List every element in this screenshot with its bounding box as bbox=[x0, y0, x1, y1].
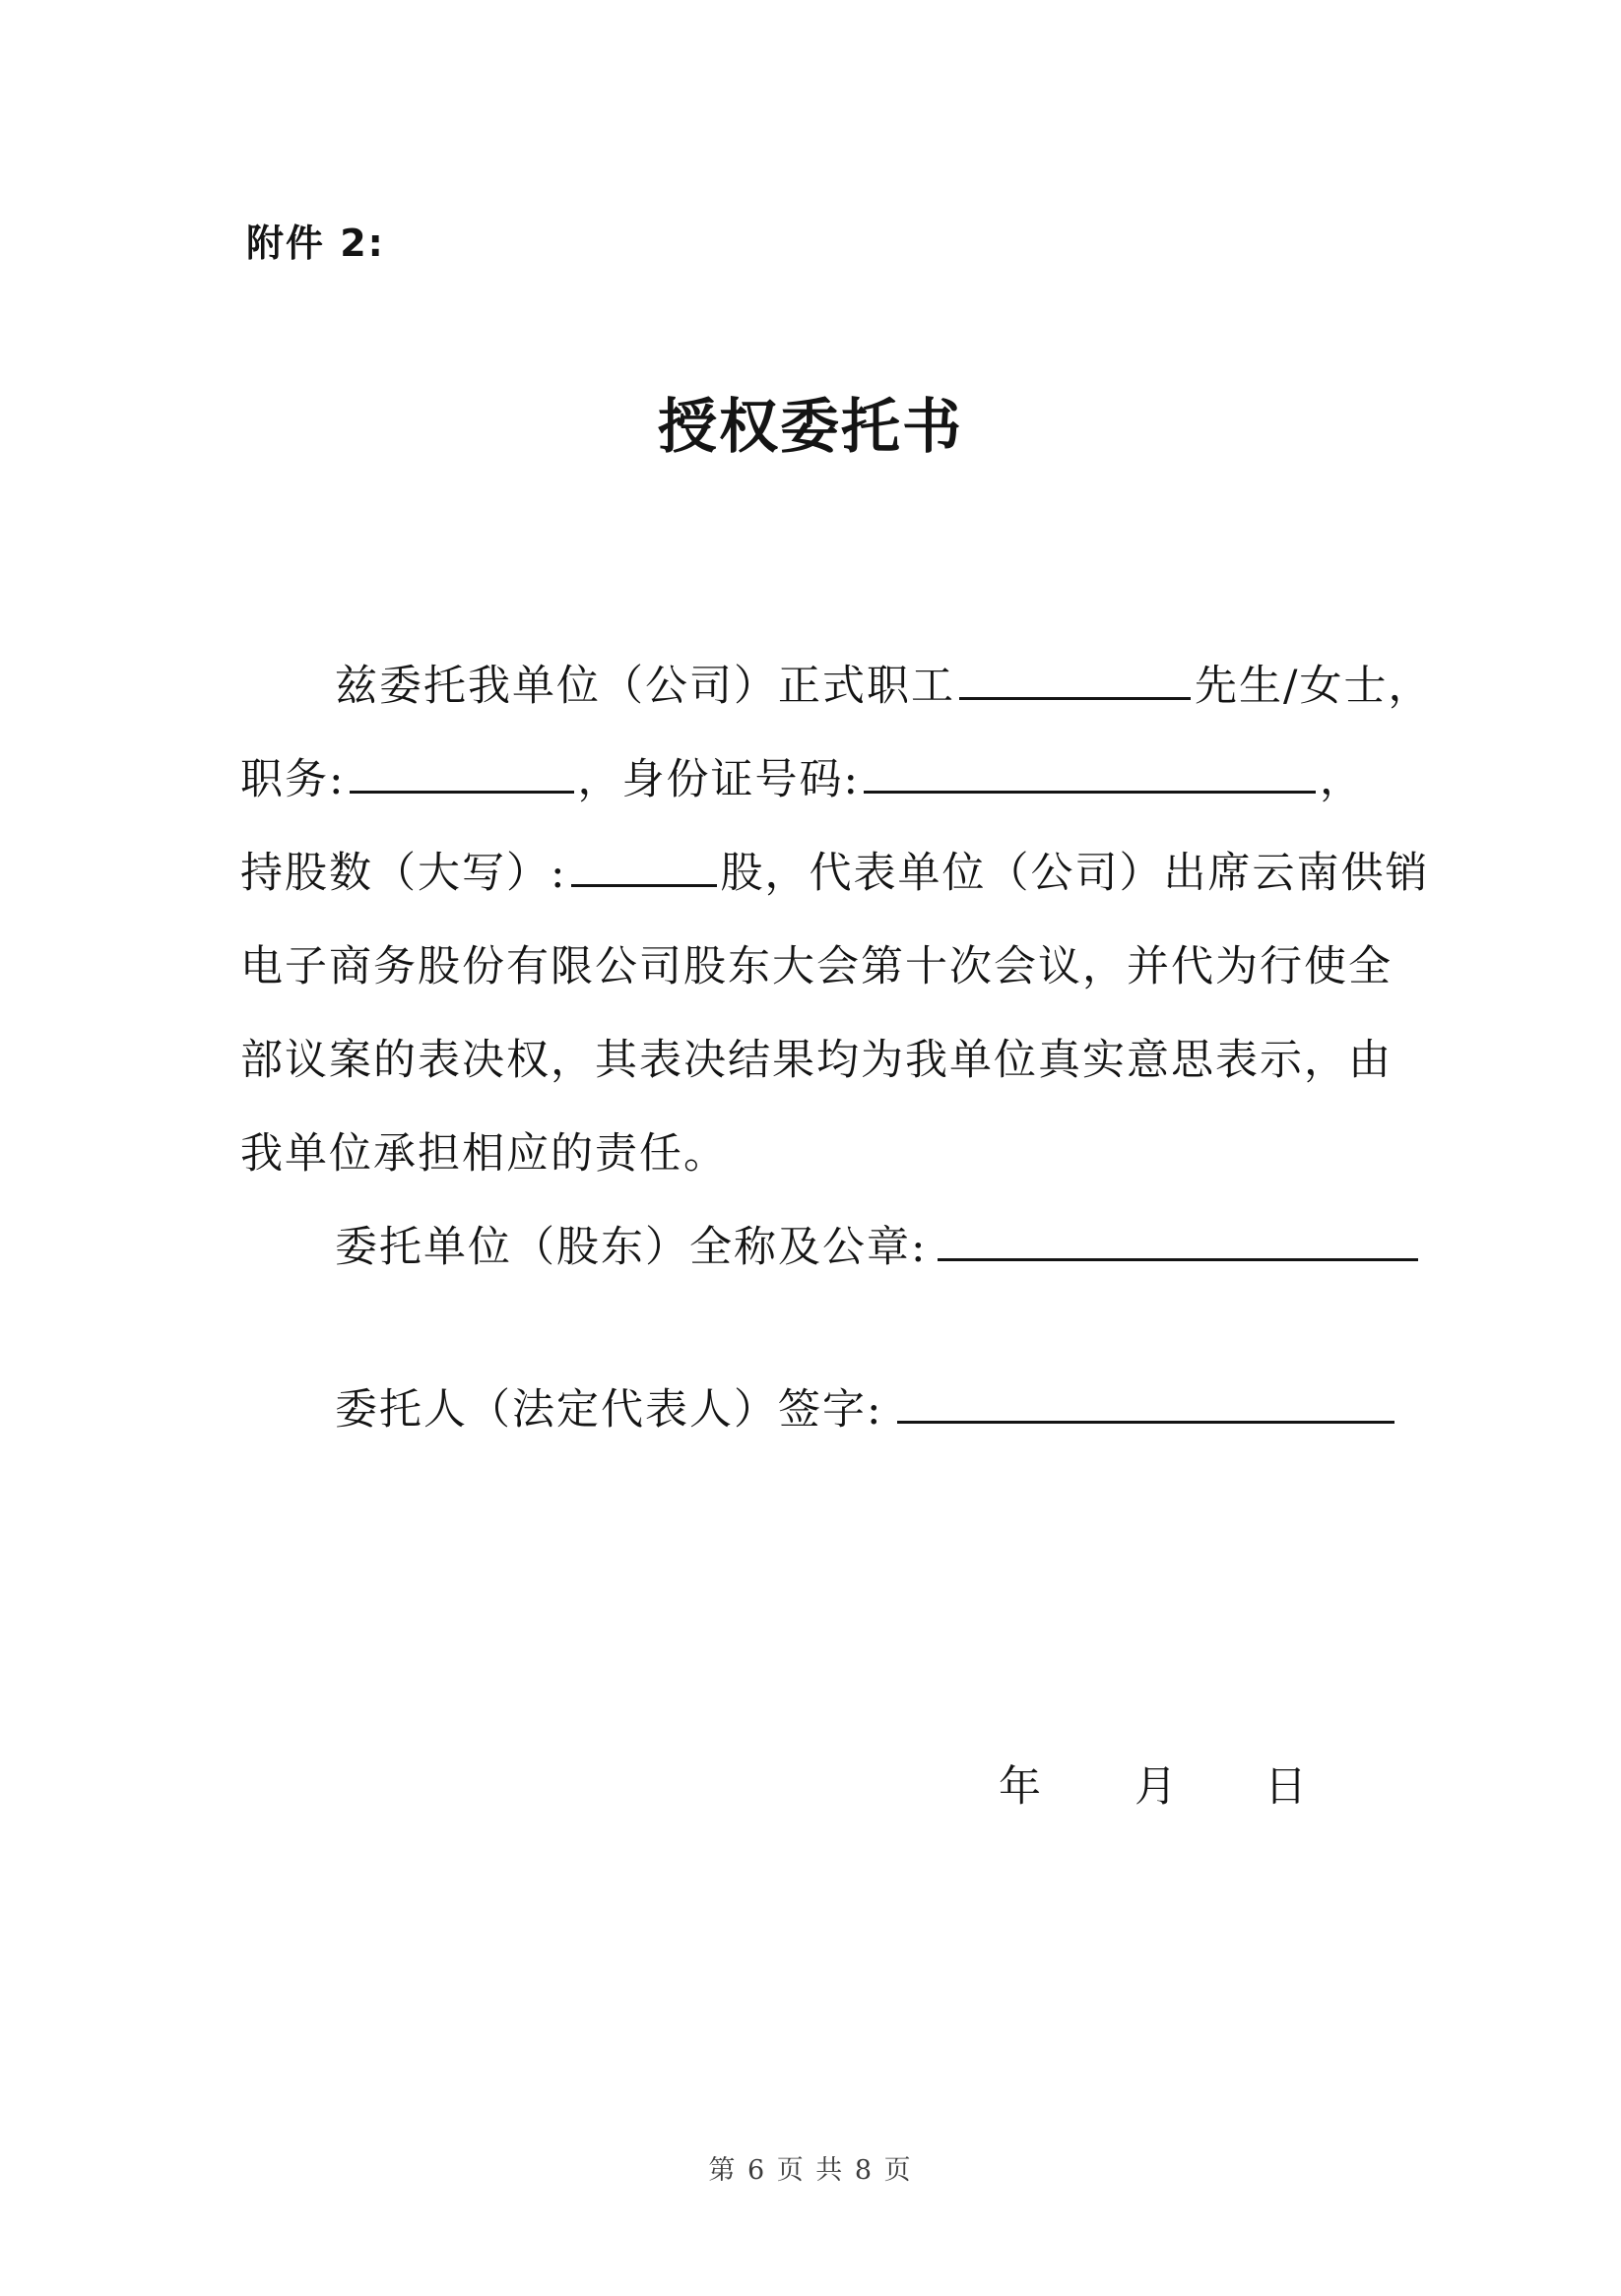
entrusting-unit-label: 委托单位（股东）全称及公章: bbox=[335, 1223, 928, 1272]
date-month-label: 月 bbox=[1135, 1762, 1177, 1812]
blank-signature bbox=[897, 1409, 1394, 1424]
blank-unit-name-seal bbox=[938, 1246, 1418, 1261]
principal-signature-line bbox=[240, 1364, 1422, 1457]
attachment-label: 附件 2: bbox=[246, 222, 385, 265]
blank-employee-name bbox=[959, 685, 1191, 700]
line4-text: 电子商务股份有限公司股东大会第十次会议，并代为行使全 bbox=[240, 942, 1393, 991]
paragraph-line-6 bbox=[240, 1108, 1422, 1201]
date-line bbox=[0, 1741, 1621, 1834]
date-year-label: 年 bbox=[999, 1762, 1041, 1812]
paragraph-line-4 bbox=[240, 921, 1422, 1014]
line1-text: 兹委托我单位（公司）正式职工 bbox=[335, 662, 955, 711]
line3-label: 持股数（大写）: bbox=[240, 849, 567, 898]
blank-id-number bbox=[864, 779, 1316, 794]
line1-suffix: 先生/女士， bbox=[1195, 662, 1433, 711]
document-body bbox=[240, 640, 1433, 1457]
page-footer: 第 6 页 共 8 页 bbox=[708, 2155, 913, 2186]
line5-text: 部议案的表决权，其表决结果均为我单位真实意思表示，由 bbox=[240, 1036, 1393, 1085]
paragraph-line-5 bbox=[240, 1014, 1422, 1108]
document-title: 授权委托书 bbox=[658, 393, 963, 462]
paragraph-line-2 bbox=[240, 733, 1422, 827]
line6-text: 我单位承担相应的责任。 bbox=[240, 1129, 728, 1179]
line2-mid: ，身份证号码: bbox=[577, 755, 860, 804]
line2-suffix: ， bbox=[1320, 755, 1364, 804]
blank-position bbox=[350, 779, 574, 794]
principal-signature-label: 委托人（法定代表人）签字: bbox=[335, 1385, 883, 1435]
paragraph-line-3 bbox=[240, 827, 1430, 921]
entrusting-unit-line bbox=[240, 1201, 1422, 1295]
line3-suffix: 股，代表单位（公司）出席云南供销 bbox=[720, 849, 1430, 898]
blank-share-count bbox=[571, 872, 717, 887]
date-day-label: 日 bbox=[1264, 1762, 1307, 1812]
paragraph-line-1 bbox=[240, 640, 1433, 733]
line2-label: 职务: bbox=[240, 755, 346, 804]
